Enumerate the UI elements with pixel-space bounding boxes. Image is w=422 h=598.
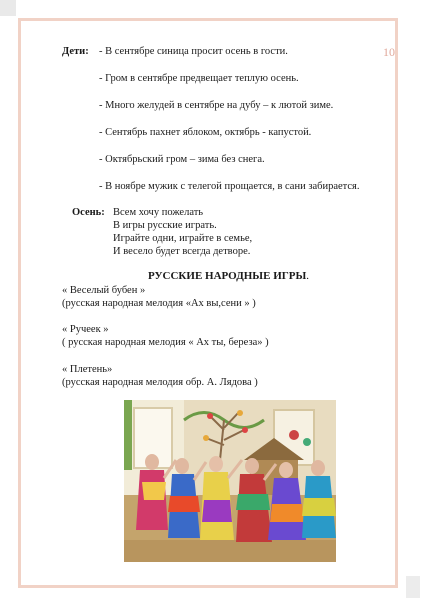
- game-1-name: « Веселый бубен »: [62, 285, 146, 296]
- children-line-4: - Сентябрь пахнет яблоком, октябрь - капустой.: [99, 127, 312, 138]
- photo-illustration: [124, 400, 336, 562]
- scan-corner-shadow-bottom: [406, 576, 420, 598]
- children-line-6: - В ноябре мужик с телегой прощается, в сани забирается.: [99, 181, 360, 192]
- children-line-2: - Гром в сентябре предвещает теплую осень.: [99, 73, 299, 84]
- game-2-name: « Ручеек »: [62, 324, 109, 335]
- children-line-3: - Много желудей в сентябре на дубу – к лютой зиме.: [99, 100, 334, 111]
- game-3-name: « Плетень»: [62, 364, 113, 375]
- game-3-melody: (русская народная мелодия обр. А. Лядова ): [62, 377, 258, 388]
- section-title-dot: .: [306, 270, 310, 282]
- children-line-5: - Октябрьский гром – зима без снега.: [99, 154, 265, 165]
- page-number: 10: [383, 45, 395, 59]
- autumn-line-1: Всем хочу пожелать: [113, 207, 204, 218]
- children-line-1: - В сентябре синица просит осень в гости.: [99, 46, 288, 57]
- game-1-melody: (русская народная мелодия «Ах вы,сени » ): [62, 298, 256, 309]
- children-dancing-photo: [124, 400, 336, 562]
- autumn-line-3: Играйте одни, играйте в семье,: [113, 233, 253, 244]
- autumn-speaker-label: Осень:: [72, 207, 105, 218]
- section-title: [148, 270, 309, 282]
- autumn-line-4: И весело будет всегда детворе.: [113, 246, 251, 257]
- section-title-text: РУССКИЕ НАРОДНЫЕ ИГРЫ: [148, 270, 307, 282]
- children-speaker-label: Дети:: [62, 46, 89, 57]
- scan-corner-shadow: [0, 0, 16, 16]
- autumn-line-2: В игры русские играть.: [113, 220, 217, 231]
- game-2-melody: ( русская народная мелодия « Ах ты, береза» ): [62, 337, 269, 348]
